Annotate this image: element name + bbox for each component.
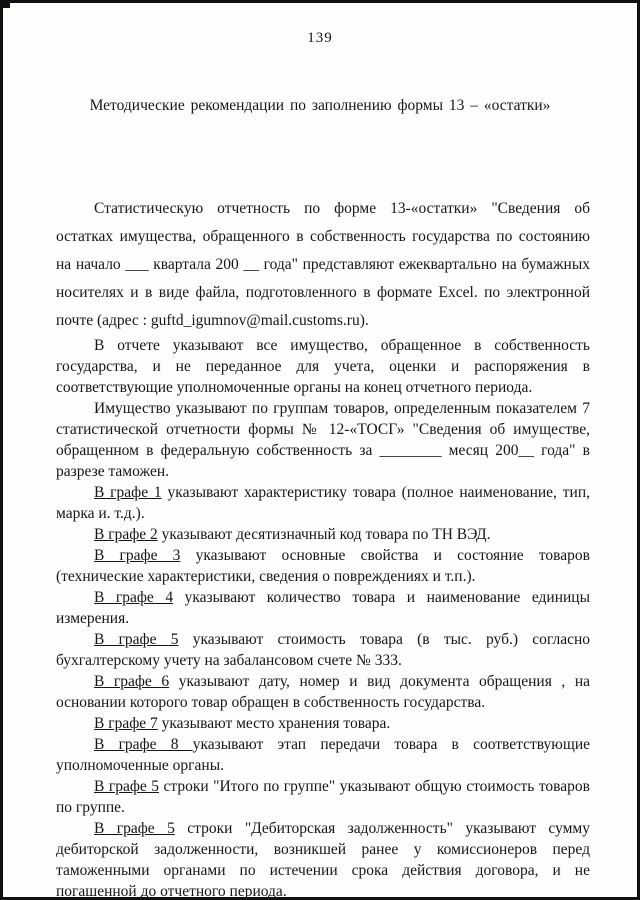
paragraph	[56, 713, 590, 734]
paragraph-text: Статистическую отчетность по форме 13-«остатки» "Сведения об остатках имущества, обращенного в собственность государства по состоянию на начало ___ квартала 200 __ года" представляют ежеквартально на бумажных носителях и в виде файла, подготовленного в формате Excel. по электронной почте (адрес : guftd_igumnov@mail.customs.ru).	[56, 200, 590, 329]
paragraph-text: указывают десятизначный код товара по ТН ВЭД.	[157, 526, 491, 543]
grafa-1-lead: В графе 1	[94, 484, 162, 501]
paragraph-text: указывают этап передачи товара в соответствующие уполномоченные органы.	[56, 736, 590, 774]
grafa-5-itogo-lead: В графе 5	[94, 778, 159, 795]
paragraph-text: указывают основные свойства и состояние товаров (технические характеристики, сведения о повреждениях и т.п.).	[56, 547, 590, 585]
paragraph	[56, 776, 590, 818]
paragraph-text: указывают место хранения товара.	[157, 715, 391, 732]
paragraph	[56, 671, 590, 713]
grafa-3-lead: В графе 3	[94, 547, 181, 564]
paragraph	[56, 335, 590, 398]
paragraph-text: строки "Дебиторская задолженность" указывают сумму дебиторской задолженности, возникшей ранее у комиссионеров перед таможенными органами по истечении срока действия договора, и не погашенной до отчетного периода.	[56, 820, 590, 900]
paragraph-text: указывают характеристику товара (полное наименование, тип, марка и. т.д.).	[56, 484, 590, 522]
paragraph	[56, 524, 590, 545]
paragraph-text: указывают количество товара и наименование единицы измерения.	[56, 589, 590, 627]
paragraph	[56, 482, 590, 524]
paragraph	[56, 587, 590, 629]
grafa-5-debitor-lead: В графе 5	[94, 820, 175, 837]
paragraph	[56, 195, 590, 335]
paragraph	[56, 818, 590, 900]
grafa-7-lead: В графе 7	[94, 715, 158, 732]
paragraph	[56, 545, 590, 587]
grafa-8-lead: В графе 8	[94, 736, 193, 753]
paragraph-text: указывают стоимость товара (в тыс. руб.) согласно бухгалтерскому учету на забалансовом счете № 333.	[56, 631, 590, 669]
paragraph-text: Имущество указывают по группам товаров, определенным показателем 7 статистической отчетности формы № 12-«ТОСГ» "Сведения об имуществе, обращенном в федеральную собственность за ________ месяц 200__ года" в разрезе таможен.	[56, 400, 590, 480]
grafa-4-lead: В графе 4	[94, 589, 174, 606]
paragraph-text: строки "Итого по группе" указывают общую стоимость товаров по группе.	[56, 778, 590, 816]
scan-corner-artifact	[0, 0, 10, 8]
paragraph	[56, 629, 590, 671]
paragraph	[56, 398, 590, 482]
grafa-2-lead: В графе 2	[94, 526, 158, 543]
grafa-6-lead: В графе 6	[94, 673, 170, 690]
grafa-5-lead: В графе 5	[94, 631, 179, 648]
paragraph	[56, 734, 590, 776]
document-title: Методические рекомендации по заполнению формы 13 – «остатки»	[89, 97, 551, 114]
paragraph-text: В отчете указывают все имущество, обращенное в собственность государства, и не переданное для учета, оценки и распоряжения в соответствующие уполномоченные органы на конец отчетного периода.	[56, 337, 590, 396]
document-body	[56, 195, 590, 900]
paragraph-text: указывают дату, номер и вид документа обращения , на основании которого товар обращен в собственность государства.	[56, 673, 591, 711]
page-number: 139	[307, 30, 333, 46]
